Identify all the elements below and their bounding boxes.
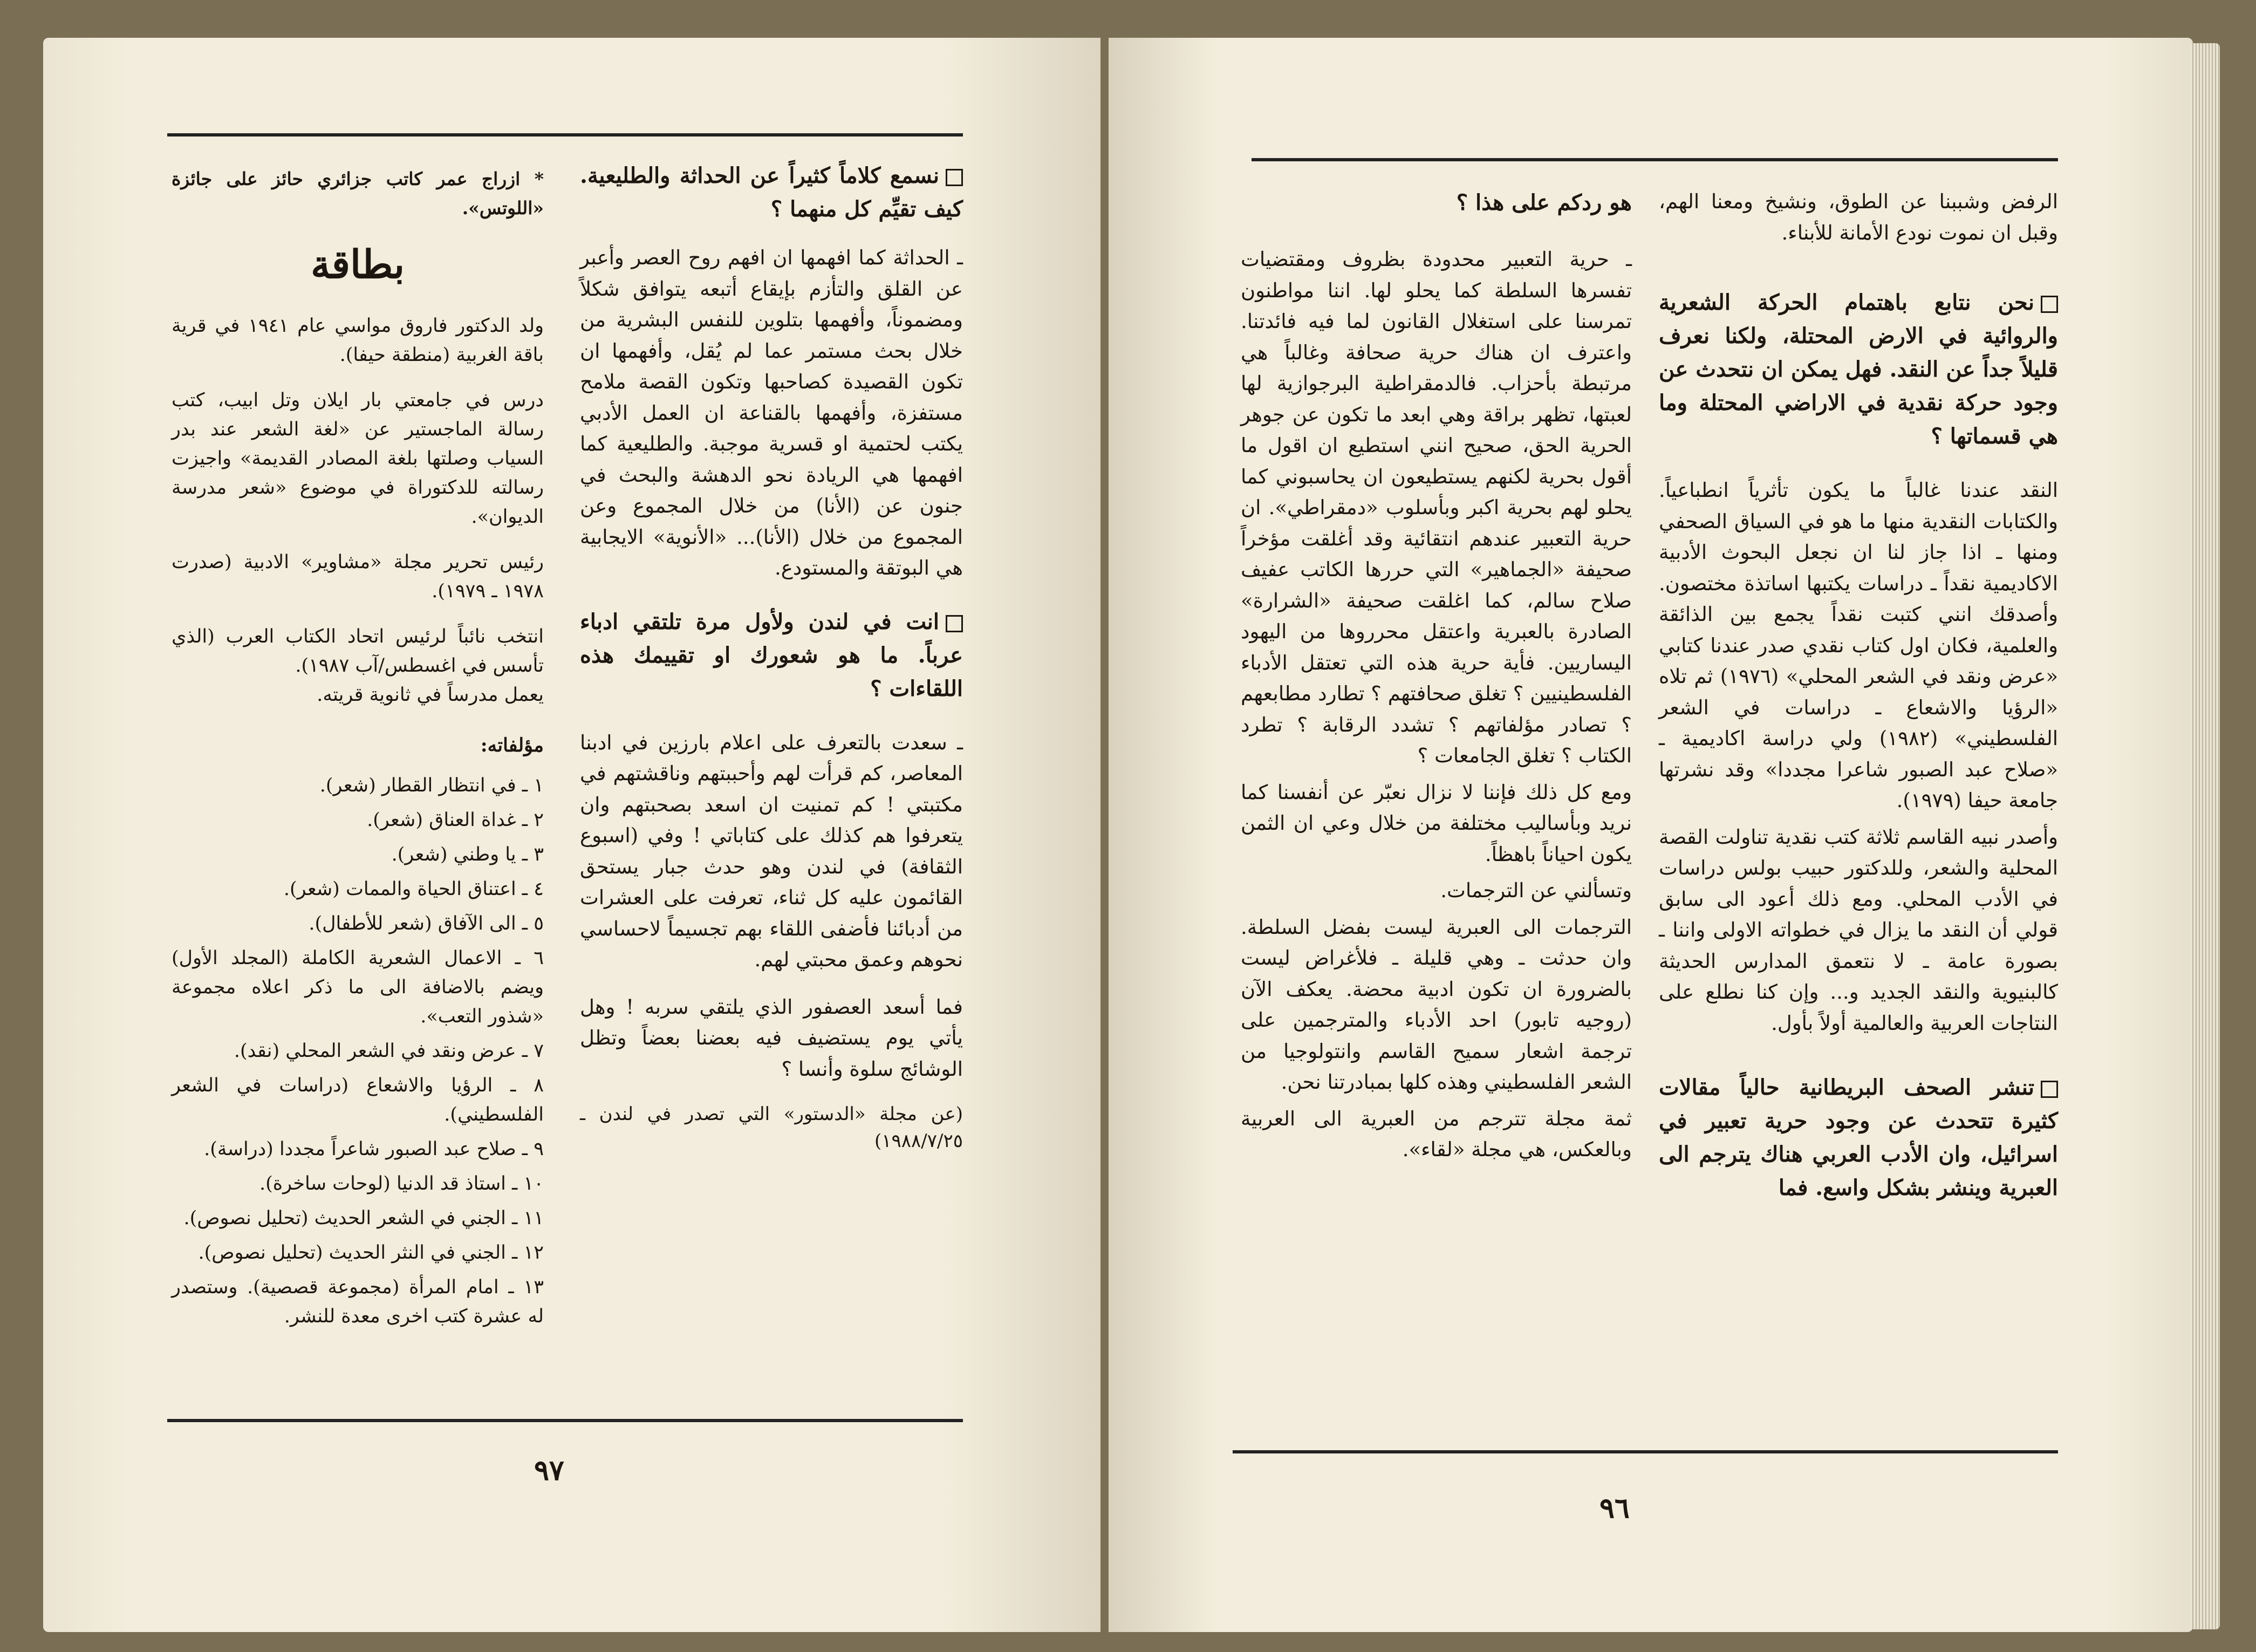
source-citation: (عن مجلة «الدستور» التي تصدر في لندن ـ ١٩٨٨/٧/٢٥)	[580, 1103, 963, 1152]
list-item: ٨ ـ الرؤيا والاشعاع (دراسات في الشعر الفلسطيني).	[172, 1075, 544, 1125]
bio-education: درس في جامعتي بار ايلان وتل ابيب، كتب رسالة الماجستير عن «لغة الشعر عند بدر السياب وصلتها بلغة المصادر القديمة» واجيزت رسالته للدكتوراة في موضوع «شعر مدرسة الديوان».	[172, 390, 544, 528]
answer-translations: الترجمات الى العبرية ليست بفضل السلطة. وان حدثت ـ وهي قليلة ـ فلأغراض ليست بالضرورة ان تكون ادبية محضة. يعكف الآن (روجيه تابور) احد الأدباء والمترجمين على ترجمة اشعار سميح القاسم وانتولوجيا من الشعر الفلسطيني وهذه كلها بمبادرتنا نحن.	[1241, 915, 1632, 1094]
bio-teacher: يعمل مدرساً في ثانوية قريته.	[317, 684, 544, 706]
list-item: ١١ ـ الجني في الشعر الحديث (تحليل نصوص).	[183, 1207, 544, 1229]
square-bullet-icon	[946, 169, 963, 186]
list-item: ٦ ـ الاعمال الشعرية الكاملة (المجلد الأول) ويضم بالاضافة الى ما ذكر اعلاه مجموعة «شذور التعب».	[172, 947, 544, 1027]
question-london: انت في لندن ولأول مرة تلتقي ادباء عرباً. ما هو شعورك او تقييمك هذه اللقاءات ؟	[580, 609, 963, 701]
page-number-right: ٩٦	[1599, 1492, 1630, 1525]
bio-editor: رئيس تحرير مجلة «مشاوير» الادبية (صدرت ١٩٧٨ ـ ١٩٧٩).	[172, 551, 544, 602]
list-item: ٧ ـ عرض ونقد في الشعر المحلي (نقد).	[234, 1040, 544, 1062]
page-number-left: ٩٧	[534, 1454, 564, 1487]
question-criticism: نحن نتابع باهتمام الحركة الشعرية والروائية في الارض المحتلة، ولكنا نعرف قليلاً جداً عن النقد. فهل يمكن ان نتحدث عن وجود حركة نقدية في الاراضي المحتلة وما هي قسماتها ؟	[1659, 290, 2058, 449]
list-item: ٥ ـ الى الآفاق (شعر للأطفال).	[309, 913, 544, 934]
works-title: مؤلفاته:	[480, 734, 544, 756]
square-bullet-icon	[2041, 1081, 2058, 1098]
right-page-right-column	[1659, 186, 2058, 1221]
list-item: ١٣ ـ امام المرأة (مجموعة قصصية). وستصدر له عشرة كتب اخرى معدة للنشر.	[172, 1276, 544, 1327]
square-bullet-icon	[946, 615, 963, 632]
question-continued: هو ردكم على هذا ؟	[1456, 190, 1632, 215]
list-item: ٤ ـ اعتناق الحياة والممات (شعر).	[283, 878, 544, 900]
list-item: ٢ ـ غداة العناق (شعر).	[367, 809, 544, 831]
page-edges	[2190, 43, 2220, 1629]
works-list	[172, 771, 544, 1331]
answer-criticism-1: النقد عندنا غالباً ما يكون تأثرياً انطباعياً. والكتابات النقدية منها ما هو في السياق الصحفي ومنها ـ اذا جاز لنا ان نجعل البحوث الأدبية الاكاديمية نقداً ـ دراسات يكتبها اساتذة مختصون. وأصدقك انني كتبت نقداً يجمع بين الذائقة والعلمية، فكان اول كتاب نقدي صدر عندنا كتابي «عرض ونقد في الشعر المحلي» (١٩٧٦) ثم تلاه «الرؤيا والاشعاع ـ دراسات في الشعر الفلسطيني» (١٩٨٢) ولي دراسة اكاديمية ـ «صلاح عبد الصبور شاعرا مجددا» وقد نشرتها جامعة حيفا (١٩٧٩).	[1659, 479, 2059, 812]
text-continued: الرفض وشببنا عن الطوق، ونشيخ ومعنا الهم، وقبل ان نموت نودع الأمانة للأبناء.	[1659, 190, 2058, 244]
list-item: ١ ـ في انتظار القطار (شعر).	[319, 775, 544, 796]
top-rule-right	[1252, 158, 2058, 161]
left-page-interview-column	[580, 159, 963, 1171]
square-bullet-icon	[2041, 296, 2058, 313]
footnote: * ازراج عمر كاتب جزائري حائز على جائزة «اللوتس».	[172, 168, 544, 219]
answer-london: ـ سعدت بالتعرف على اعلام بارزين في ادبنا المعاصر، كم قرأت لهم وأحببتهم وناقشتهم في مكتبتي ! كم تمنيت ان اسعد بصحبتهم وان يتعرفوا هم كذلك على كتاباتي ! وفي (اسبوع الثقافة) في لندن وهو حدث جبار يستحق القائمون عليه كل ثناء، تعرفت على العشرات من أدبائنا فأضفى اللقاء بهم تجسيماً لاحساسي نحوهم وعمق محبتي لهم.	[580, 731, 963, 971]
answer-expression: ومع كل ذلك فإننا لا نزال نعبّر عن أنفسنا كما نريد وبأساليب مختلفة من خلال وعي ان الثمن يكون احياناً باهظاً.	[1241, 780, 1632, 866]
bottom-rule-left	[167, 1419, 963, 1422]
answer-criticism-2: وأصدر نبيه القاسم ثلاثة كتب نقدية تناولت القصة المحلية والشعر، وللدكتور حبيب بولس دراسات في الأدب المحلي. ومع ذلك أعود الى سابق قولي أن النقد ما يزال في خطواته الاولى واننا ـ بصورة عامة ـ لا نتعمق المدارس الحديثة كالبنيوية والنقد الجديد و... وإن كنا نطلع على النتاجات العربية والعالمية أولاً بأول.	[1659, 825, 2058, 1035]
left-page-card-column	[172, 165, 544, 1336]
list-item: ١٠ ـ استاذ قد الدنيا (لوحات ساخرة).	[259, 1173, 544, 1194]
answer-translations-intro: وتسألني عن الترجمات.	[1440, 879, 1632, 902]
top-rule-left	[167, 133, 963, 136]
bio-birth: ولد الدكتور فاروق مواسي عام ١٩٤١ في قرية باقة الغربية (منطقة حيفا).	[172, 315, 544, 366]
answer-liqaa-magazine: ثمة مجلة تترجم من العبرية الى العربية وبالعكس، هي مجلة «لقاء».	[1241, 1107, 1632, 1161]
answer-london-closing: فما أسعد العصفور الذي يلتقي سربه ! وهل يأتي يوم يستضيف فيه بعضنا بعضاً وتظل الوشائج سلوة وأنسا ؟	[580, 995, 963, 1081]
answer-modernity: ـ الحداثة كما افهمها ان افهم روح العصر وأعبر عن القلق والتأزم بإيقاع أتبعه يتوافق شكلاً ومضموناً، وأفهمها بتلوين للنفس البشرية من خلال بحث مستمر عما لم يُقل، وأفهمها ان تكون القصيدة كصاحبها وتكون القصة ملامح مستفزة، وأفهمها بالقناعة ان العمل الأدبي يكتب لحتمية او قسرية موجبة. والطليعية كما افهمها هي الريادة نحو الدهشة والبحث في جنون عن (الأنا) من خلال المجموع وعن المجموع من خلال (الأنا)... «الأنوية» الايجابية هي البوتقة والمستودع.	[580, 246, 963, 579]
bottom-rule-right	[1233, 1450, 2058, 1453]
list-item: ٩ ـ صلاح عبد الصبور شاعراً مجددا (دراسة).	[204, 1138, 544, 1160]
card-title: بطاقة	[310, 241, 405, 287]
question-modernity: نسمع كلاماً كثيراً عن الحداثة والطليعية. كيف تقيِّم كل منهما ؟	[580, 163, 963, 222]
list-item: ٣ ـ يا وطني (شعر).	[391, 844, 544, 865]
list-item: ١٢ ـ الجني في النثر الحديث (تحليل نصوص).	[198, 1242, 544, 1264]
bio-union: انتخب نائباً لرئيس اتحاد الكتاب العرب (الذي تأسس في اغسطس/آب ١٩٨٧).	[172, 626, 544, 677]
right-page-left-column	[1241, 186, 1632, 1182]
answer-freedom: ـ حرية التعبير محدودة بظروف ومقتضيات تفسرها السلطة كما يحلو لها. اننا مواطنون تمرسنا على استغلال القانون لما فيه فائدتنا. واعترف ان هناك حرية صحافة وغالباً هي مرتبطة بأحزاب. فالدمقراطية البرجوازية لها لعبتها، تظهر براقة وهي ابعد ما تكون عن جوهر الحرية الحق، صحيح انني استطيع ان اقول ما أقول بحرية لكنهم يستطيعون ان يحاسبوني كما يحلو لهم بحرية اكبر وبأسلوب «دمقراطي». ان حرية التعبير عندهم انتقائية وقد أغلقت مؤخراً صحيفة «الجماهير» التي حررها الكاتب عفيف صلاح سالم، كما اغلقت صحيفة «الشرارة» الصادرة بالعبرية واعتقل محرروها من اليهود اليساريين. فأية حرية هذه التي تعتقل الأدباء الفلسطينيين ؟ تغلق صحافتهم ؟ تطارد مطابعهم ؟ تصادر مؤلفاتهم ؟ تشدد الرقابة ؟ تطرد الكتاب ؟ تغلق الجامعات ؟	[1241, 248, 1632, 767]
question-british-press: تنشر الصحف البريطانية حالياً مقالات كثيرة تتحدث عن وجود حرية تعبير في اسرائيل، وان الأدب العربي هناك يترجم الى العبرية وينشر بشكل واسع. فما	[1659, 1075, 2058, 1200]
